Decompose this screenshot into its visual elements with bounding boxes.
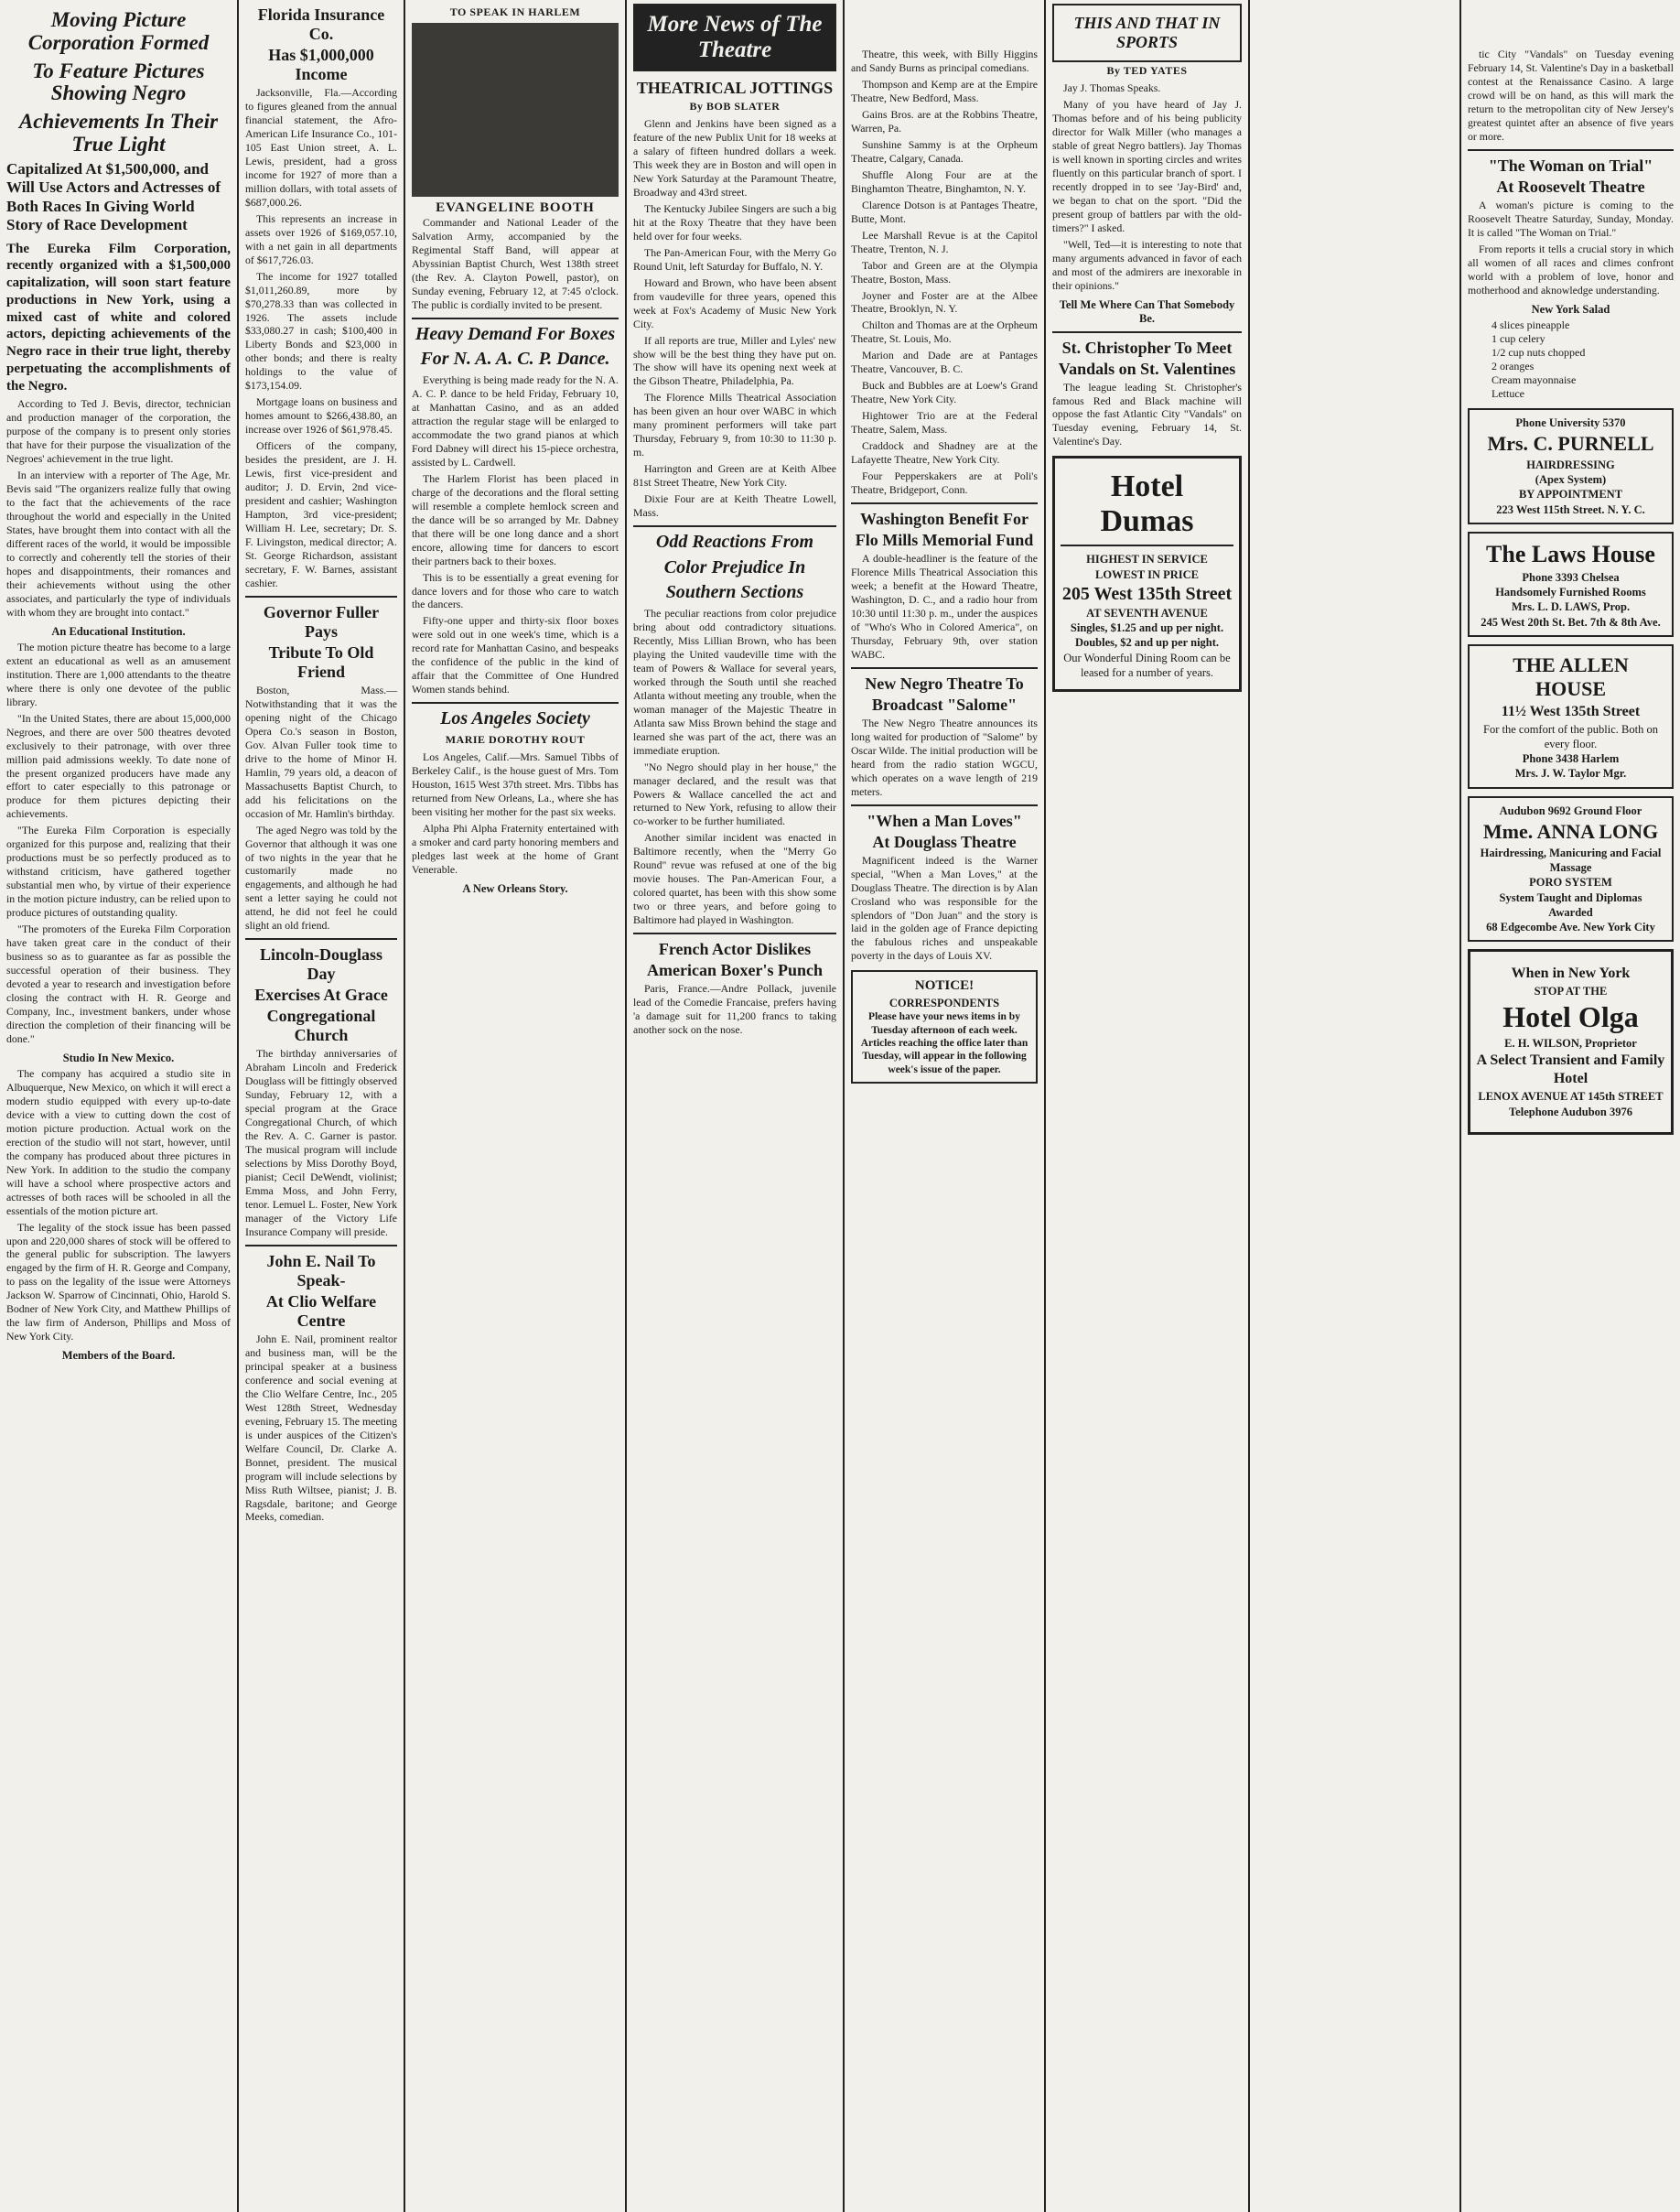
headline: At Roosevelt Theatre [1496, 177, 1645, 196]
article-paragraph: A double-headliner is the feature of the Florence Mills Theatrical Association this week; a benefit at the Howard Theatre, Washington, D. C., and a radio hour from 10:30 until 11:30 p. m., under the auspices of "Who's Who in Colored America", on Thursday, February 9th, over station WABC. [851, 552, 1038, 661]
byline: By BOB SLATER [689, 100, 781, 113]
divider [851, 502, 1038, 504]
ad-phone: Audubon 9692 Ground Floor [1499, 804, 1642, 817]
ad-line: Doubles, $2 and up per night. [1074, 636, 1220, 650]
subhead: An Educational Institution. [51, 624, 186, 638]
headline: Los Angeles Society [440, 708, 590, 729]
article-paragraph: "The promoters of the Eureka Film Corporation have taken great care in the conduct of their business so as to guarantee as far as possible the successful operation of their business. They devoted a year to research and investigation before closing the contract with H. R. George and Company, Inc., investment bankers, under whose direction the completion of their financing will be done." [6, 923, 231, 1045]
headline: At Douglass Theatre [872, 832, 1017, 851]
recipe-item: 2 oranges [1492, 359, 1535, 372]
ad-phone: Telephone Audubon 3976 [1508, 1105, 1632, 1118]
article-paragraph: In an interview with a reporter of The Age, Mr. Bevis said "The organizers realize fully that owing to the fact that the achievements of the race throughout the world and especially in the United States, have brought them into contact with all the different races of the world, it would be impossible to correctly and coherently tell the stories of their hopes and disappointments, their romances and their achievements without using the other associates, and particularly the type of individuals with whom they are brought into contact." [6, 469, 231, 619]
ad-address: 223 West 115th Street. N. Y. C. [1496, 502, 1645, 516]
article-paragraph: tic City "Vandals" on Tuesday evening February 14, St. Valentine's Day in a basketball contest at the Renaissance Casino. A large crowd will be on hand, as this will mark the return to the metropolitan city of New Jersey's greatest quintet after an absence of five years or more. [1468, 48, 1674, 143]
ad-line: Our Wonderful Dining Room can be leased for a number of years. [1063, 651, 1231, 679]
headline: Exercises At Grace [254, 986, 388, 1005]
article-paragraph: According to Ted J. Bevis, director, technician and production manager of the corporation, the purpose of the company is to present only stories that have for their purpose the visualization of the Negroes' achievement in the true light. [6, 397, 231, 466]
article-paragraph: Lee Marshall Revue is at the Capitol Theatre, Trenton, N. J. [851, 228, 1038, 255]
ad-line: Mrs. J. W. Taylor Mgr. [1514, 767, 1627, 781]
article-paragraph: Los Angeles, Calif.—Mrs. Samuel Tibbs of Berkeley Calif., is the house guest of Mrs. Tom Houston, 1615 West 37th street. Mrs. Tibbs has returned from New Orleans, La., where she has been visiting her mother for the past six weeks. [412, 750, 619, 818]
ad-line: LOWEST IN PRICE [1095, 567, 1199, 581]
ad-title: Mme. ANNA LONG [1482, 819, 1659, 843]
headline: Broadcast "Salome" [871, 695, 1018, 714]
ad-line: BY APPOINTMENT [1518, 488, 1623, 502]
divider [245, 596, 397, 598]
headline: Tribute To Old Friend [268, 642, 374, 681]
divider [412, 702, 619, 704]
article-paragraph: Shuffle Along Four are at the Binghamton Theatre, Binghamton, N. Y. [851, 167, 1038, 195]
notice-title: NOTICE! [914, 978, 975, 994]
column-4 [627, 0, 843, 2212]
recipe-item: 4 slices pineapple [1492, 318, 1570, 331]
ad-line: Hairdressing, Manicuring and Facial Massage [1480, 846, 1662, 875]
column-7 [1461, 0, 1680, 2212]
article-paragraph: The Florence Mills Theatrical Association has been given an hour over WABC in which many prominent performers will take part Thursday, February 9, from 10:30 to 11:30 p. m. [633, 391, 836, 459]
article-paragraph: "No Negro should play in her house," the manager declared, and the result was that Powers & Wallace cancelled the act and returned to New York, refusing to allow their co-worker to be further humiliated. [633, 760, 836, 828]
ad-line: Phone 3438 Harlem [1522, 752, 1620, 766]
allen-house-ad [1468, 644, 1674, 789]
ad-line: HAIRDRESSING [1526, 458, 1615, 471]
headline: Color Prejudice In [663, 556, 806, 577]
headline-line-2: To Feature Pictures Showing Negro [32, 59, 205, 105]
column-6 [1046, 0, 1248, 2212]
divider [851, 667, 1038, 669]
ad-line: Handsomely Furnished Rooms [1495, 586, 1646, 599]
lead-paragraph: The Eureka Film Corporation, recently organized with a $1,500,000 capitalization, will soon start feature productions in New York, using a mixed cast of white and colored actors, depicting achievements of the Negro race in their true light, thereby perpetuating the accomplishments of the Negro. [6, 241, 231, 394]
recipe-list [1468, 318, 1674, 401]
divider [412, 318, 619, 319]
ad-line: When in New York [1511, 966, 1631, 982]
byline: By TED YATES [1106, 64, 1188, 77]
portrait-photo [412, 23, 619, 197]
article-paragraph: Dixie Four are at Keith Theatre Lowell, Mass. [633, 492, 836, 520]
headline: Odd Reactions From [655, 532, 814, 553]
divider [1468, 149, 1674, 151]
byline: MARIE DOROTHY ROUT [445, 732, 586, 746]
divider [245, 1245, 397, 1246]
article-paragraph: Boston, Mass.—Notwithstanding that it was the opening night of the Chicago Opera Co.'s season in Boston, Gov. Alvan Fuller took time to drive to the home of Minor H. Hamlin, 79 years old, a deacon of Massachusetts Baptist Church, to add his felicitations on the occasion of Mr. Hamlin's birthday. [245, 683, 397, 820]
headline: "The Woman on Trial" [1488, 156, 1653, 175]
article-paragraph: Many of you have heard of Jay J. Thomas before and of his being publicity director for Walk Miller (who manages a stable of great Negro battlers). Jay Thomas is well known in sporting circles and writes fluently on this particular branch of sport. I recently dropped in to see 'Jay-Bird' and, we began to chat on the sport. "Did the present group of battlers par with the old-timers?" I asked. [1052, 97, 1242, 234]
article-paragraph: Paris, France.—Andre Pollack, juvenile lead of the Comedie Francaise, prefers having 'a damage suit for 11,200 francs to taking another sock on the nose. [633, 982, 836, 1037]
article-paragraph: Joyner and Foster are at the Albee Theatre, Brooklyn, N. Y. [851, 288, 1038, 316]
headline: Southern Sections [665, 582, 804, 603]
article-paragraph: Jacksonville, Fla.—According to figures gleaned from the annual financial statement, the Afro-American Life Insurance Co., 101-105 East Union street, A. L. Lewis, president, had a gross income for 1927 of more than a million dollars, with total assets of $687,000.26. [245, 86, 397, 209]
recipe-item: Cream mayonnaise [1492, 372, 1577, 386]
article-paragraph: Howard and Brown, who have been absent from vaudeville for three years, opened this week at Fox's Academy of Music New York City. [633, 275, 836, 330]
ad-line: HIGHEST IN SERVICE [1086, 553, 1208, 566]
photo-label: TO SPEAK IN HARLEM [449, 5, 581, 18]
subhead: Studio In New Mexico. [62, 1051, 175, 1064]
article-paragraph: Gains Bros. are at the Robbins Theatre, Warren, Pa. [851, 107, 1038, 135]
article-paragraph: Harrington and Green are at Keith Albee 81st Street Theatre, New York City. [633, 462, 836, 490]
divider [633, 933, 836, 934]
headline: French Actor Dislikes [658, 940, 812, 959]
headline: Florida Insurance Co. [257, 5, 385, 43]
article-paragraph: Hightower Trio are at the Federal Theatre, Salem, Mass. [851, 409, 1038, 437]
article-paragraph: The New Negro Theatre announces its long waited for production of "Salome" by Oscar Wilde. The initial production will be heard from the radio station WGCU, which operates on a wave length of 219 meters. [851, 716, 1038, 798]
notice-box [851, 970, 1038, 1084]
column-3 [405, 0, 625, 2212]
article-paragraph: Chilton and Thomas are at the Orpheum Theatre, St. Louis, Mo. [851, 318, 1038, 346]
headline: For N. A. A. C. P. Dance. [420, 349, 610, 370]
divider [851, 804, 1038, 806]
ad-title: Mrs. C. PURNELL [1487, 431, 1654, 455]
ad-phone: Phone University 5370 [1515, 415, 1626, 429]
ad-line: For the comfort of the public. Both on every floor. [1483, 722, 1658, 750]
headline: Heavy Demand For Boxes [415, 323, 616, 344]
headline: Flo Mills Memorial Fund [855, 531, 1034, 550]
article-paragraph: Sunshine Sammy is at the Orpheum Theatre, Calgary, Canada. [851, 137, 1038, 165]
headline: Congregational Church [266, 1007, 376, 1045]
ad-address: 11½ West 135th Street [1501, 703, 1641, 719]
ad-line: Phone 3393 Chelsea [1522, 570, 1620, 584]
recipe-title: New York Salad [1531, 302, 1610, 316]
ad-title: THE ALLEN HOUSE [1513, 653, 1629, 700]
ad-line: System Taught and Diplomas Awarded [1499, 890, 1642, 919]
divider [245, 938, 397, 940]
article-paragraph: Tabor and Green are at the Olympia Theatre, Boston, Mass. [851, 258, 1038, 286]
headline: Washington Benefit For [859, 510, 1028, 529]
theatre-section-banner: More News of The Theatre [633, 4, 836, 71]
ad-line: AT SEVENTH AVENUE [1086, 606, 1208, 620]
article-paragraph: The peculiar reactions from color prejudice bring about odd contradictory situations. Recently, Miss Lillian Brown, who has been playing the United vaudeville time with the team of Powers & Wallace for several years, worked through the South until she reached Atlanta without meeting any trouble, when the woman manager of the Majestic Theatre in Atlanta saw Miss Brown behind the stage and learned she was part of the act, there was an immediate eruption. [633, 606, 836, 757]
article-paragraph: Jay J. Thomas Speaks. [1063, 81, 1161, 94]
column-5 [845, 0, 1044, 2212]
article-paragraph: The birthday anniversaries of Abraham Lincoln and Frederick Douglass will be fittingly observed Sunday, February 12, with a special program at the Grace Congregational Church, of which the Rev. A. C. Garner is pastor. The musical program will include selections by Miss Dorothy Boyd, pianist; Cecil DeWendt, violinist; Emma Moss, and John Ferry, tenor. Lemuel L. Foster, New York manager of the Victory Life Insurance Company will preside. [245, 1047, 397, 1238]
article-paragraph: Magnificent indeed is the Warner special, "When a Man Loves," at the Douglass Theatre. The direction is by Alan Crosland who was responsible for the splendors of "Don Juan" and the story is laid in the golden age of France depicting the fabulous riches and unspeakable poverty in the days of Louis XV. [851, 853, 1038, 963]
ad-line: (Apex System) [1535, 473, 1607, 487]
ad-line: A Select Transient and Family Hotel [1476, 1052, 1665, 1087]
subhead: A New Orleans Story. [462, 881, 568, 895]
ad-line: STOP AT THE [1534, 985, 1608, 998]
ad-line: Singles, $1.25 and up per night. [1070, 621, 1224, 635]
headline: Vandals on St. Valentines [1058, 359, 1236, 378]
headline: Lincoln-Douglass Day [259, 945, 383, 984]
headline: At Clio Welfare Centre [265, 1291, 377, 1330]
notice-subtitle: CORRESPONDENTS [888, 996, 1000, 1009]
ad-address: 245 West 20th St. Bet. 7th & 8th Ave. [1481, 615, 1661, 629]
ad-address: 68 Edgecombe Ave. New York City [1486, 921, 1655, 934]
divider [633, 525, 836, 527]
article-paragraph: John E. Nail, prominent realtor and business man, will be the principal speaker at a business conference and social evening at the Clio Welfare Centre, Inc., 205 West 128th Street, Wednesday evening, February 15. The meeting is under auspices of the Citizen's Welfare Council, Dr. Clarke A. Bonnet, president. The musical program will include selections by Miss Ruth Wiltsee, pianist; J. B. Ragsdale, baritone; and George Meeks, comedian. [245, 1332, 397, 1524]
recipe-item: Lettuce [1492, 386, 1524, 400]
article-paragraph: The legality of the stock issue has been passed upon and 220,000 shares of stock will be offered to the general public for subscription. The lawyers engaged by the firm of H. R. George and Company, to pass on the legality of the issue were Attorneys Jackson W. Sparrow of Cincinnati, Ohio, Harold S. Bodner of New York City, and Matthew Phillips of the law firm of Anderson, Phillips and Moss of New York City. [6, 1220, 231, 1343]
ad-address: 205 West 135th Street [1061, 583, 1233, 604]
article-paragraph: Officers of the company, besides the president, are J. H. Lewis, first vice-president and auditor; J. D. Ervin, 2nd vice-president and cashier; Washington Hampton, 3rd vice-president; William H. Lee, secretary; Dr. S. F. Livingston, medical director; A. St. George Richardson, assistant secretary, F. W. Barnes, assistant cashier. [245, 439, 397, 589]
article-paragraph: Theatre, this week, with Billy Higgins and Sandy Burns as principal comedians. [851, 48, 1038, 74]
article-paragraph: A woman's picture is coming to the Roosevelt Theatre Saturday, Sunday, Monday. It is called "The Woman on Trial." [1468, 198, 1674, 239]
divider [1061, 545, 1233, 546]
sports-section-banner: THIS AND THAT IN SPORTS [1052, 4, 1242, 62]
article-paragraph: Clarence Dotson is at Pantages Theatre, Butte, Mont. [851, 198, 1038, 225]
purnell-hairdressing-ad [1468, 408, 1674, 524]
article-paragraph: The Harlem Florist has been placed in charge of the decorations and the floral setting will resemble a complete hemlock screen and the dance will be so arranged by Mr. Dabney that there will be one long dance and a short encore, allowing time for dancers to escort their partners back to their boxes. [412, 471, 619, 567]
article-paragraph: Fifty-one upper and thirty-six floor boxes were sold out in one week's time, which is a record rate for Manhattan Casino, and bespeaks the confidence of the public in the kind of affair that the Committee of One Hundred Women stands behind. [412, 614, 619, 696]
subhead: Tell Me Where Can That Somebody Be. [1059, 297, 1235, 325]
article-paragraph: Alpha Phi Alpha Fraternity entertained with a smoker and card party honoring members and pledges last week at the home of Grant Venerable. [412, 821, 619, 876]
article-paragraph: Buck and Bubbles are at Loew's Grand Theatre, New York City. [851, 379, 1038, 406]
headline: Has $1,000,000 Income [268, 46, 374, 83]
subhead: Members of the Board. [61, 1349, 176, 1363]
article-paragraph: This is to be essentially a great evening for dance lovers and for those who care to watch the dancers. [412, 570, 619, 611]
article-paragraph: "Well, Ted—it is interesting to note that many arguments advanced in favor of each and most of the admirers are inexorable in their opinions." [1052, 237, 1242, 292]
article-paragraph: "In the United States, there are about 15,000,000 Negroes, and there are over 500 theatres devoted exclusively to their patronage, with over three million paid admissions weekly. To date none of the present organized producers have made any effort to cater especially to this patronage or produce for them pictures depicting their achievements. [6, 711, 231, 821]
column-1 [0, 0, 237, 2212]
article-paragraph: "The Eureka Film Corporation is especially organized for this purpose and, realizing that their productions must be so perfectly produced as to withstand criticism, have gathered together substantial men who, by virtue of their experience in the motion picture industry, can be relied upon to produce pictures of outstanding quality. [6, 824, 231, 920]
article-paragraph: The Kentucky Jubilee Singers are such a big hit at the Roxy Theatre that they have been held over for four weeks. [633, 201, 836, 243]
headline: John E. Nail To Speak- [266, 1251, 376, 1289]
article-paragraph: Another similar incident was enacted in Baltimore recently, when the "Merry Go Round" revue was refused at one of the big movie houses. The Pan-American Four, a colored quartet, has been with this show some two or three years, and before going to Baltimore had played in Washington. [633, 831, 836, 927]
hotel-olga-ad [1468, 949, 1674, 1134]
article-paragraph: The Pan-American Four, with the Merry Go Round Unit, left Saturday for Buffalo, N. Y. [633, 245, 836, 273]
headline: American Boxer's Punch [647, 961, 823, 980]
article-paragraph: Marion and Dade are at Pantages Theatre, Vancouver, B. C. [851, 349, 1038, 376]
headline: New Negro Theatre To [865, 674, 1024, 693]
headline-line-1: Moving Picture Corporation Formed [27, 8, 210, 54]
ad-line: E. H. WILSON, Proprietor [1504, 1037, 1637, 1051]
article-paragraph: If all reports are true, Miller and Lyles' new show will be the best thing they have put on. The show will have its opening next week at the Gibson Theatre, Philadelphia, Pa. [633, 333, 836, 388]
headline: St. Christopher To Meet [1061, 338, 1233, 357]
headline: THEATRICAL JOTTINGS [636, 79, 834, 97]
ad-title: The Laws House [1486, 540, 1655, 567]
article-paragraph: Thompson and Kemp are at the Empire Theatre, New Bedford, Mass. [851, 77, 1038, 104]
article-paragraph: The motion picture theatre has become to a large extent an educational as well as an amusement institution. There are 1,000 attendants to the theatre where there is only one devotee of the public library. [6, 640, 231, 708]
headline-deck: Capitalized At $1,500,000, and Will Use Actors and Actresses of Both Races In Giving World Story of Race Development [6, 159, 221, 234]
article-paragraph: This represents an increase in assets over 1926 of $169,057.10, with a net gain in all departments of $617,726.03. [245, 211, 397, 266]
column-2 [239, 0, 404, 2212]
notice-text: Please have your news items in by Tuesday afternoon of each week. Articles reaching the office later than Tuesday, will appear in the following week's issue of the paper. [860, 1011, 1028, 1075]
ad-line: PORO SYSTEM [1529, 876, 1612, 890]
recipe-item: 1/2 cup nuts chopped [1492, 345, 1586, 359]
article-paragraph: Four Pepperskakers are at Poli's Theatre, Bridgeport, Conn. [851, 469, 1038, 497]
article-paragraph: The aged Negro was told by the Governor that although it was one of two nights in the year that he customarily made no engagements, and although he had sent a letter saying he could not attend, he did not feel he could slight an old friend. [245, 823, 397, 933]
headline-line-3: Achievements In Their True Light [18, 110, 219, 156]
article-paragraph: Everything is being made ready for the N. A. A. C. P. dance to be held Friday, February 10, at Manhattan Casino, and as an added attraction the regular stage will be enlarged to accommodate the two grand pianos at which Ford Dabney will direct his 15-piece orchestra, assisted by L. Cardwell. [412, 372, 619, 469]
column-rule [1248, 0, 1250, 2212]
headline: "When a Man Loves" [867, 811, 1022, 830]
ad-address: LENOX AVENUE AT 145th STREET [1478, 1090, 1664, 1104]
article-paragraph: The company has acquired a studio site in Albuquerque, New Mexico, on which it will erect a modern studio equipped with every up-to-date device with a view to cutting down the cost of motion picture production. Actual work on the erection of the studio will not start, however, until the company has produced about three pictures in New York. In addition to the studio the company will have a school where prospective actors and actresses of both races will be schooled in all the essentials of the motion picture art. [6, 1066, 231, 1217]
article-paragraph: Glenn and Jenkins have been signed as a feature of the new Publix Unit for 18 weeks at a salary of fifteen hundred dollars a week. This week they are in Boston and will open in New York Saturday at the Paramount Theatre, Broadway and 43rd street. [633, 117, 836, 199]
ad-title: Hotel Dumas [1100, 469, 1194, 539]
article-paragraph: The league leading St. Christopher's famous Red and Black machine will oppose the fast Atlantic City "Vandals" on Tuesday evening, February 14, St. Valentine's Day. [1052, 380, 1242, 448]
anna-long-ad [1468, 796, 1674, 943]
recipe-item: 1 cup celery [1492, 331, 1545, 345]
headline: Governor Fuller Pays [263, 602, 380, 641]
photo-subject-name: EVANGELINE BOOTH [436, 200, 595, 215]
ad-title: Hotel Olga [1502, 1000, 1639, 1034]
article-paragraph: Craddock and Shadney are at the Lafayette Theatre, New York City. [851, 439, 1038, 467]
article-paragraph: Mortgage loans on business and homes amount to $266,438.80, an increase over 1926 of $61,978.45. [245, 395, 397, 437]
article-paragraph: From reports it tells a crucial story in which all women of all races and climes confront world with a problem of love, honor and motherhood and aknowledge understanding. [1468, 242, 1674, 297]
article-paragraph: The income for 1927 totalled $1,011,260.89, more by $70,278.33 than was collected in 1926. The assets include $33,080.27 in cash; $100,400 in Liberty Bonds and $23,000 in other bonds; and there is realty holdings to the value of $173,154.09. [245, 269, 397, 393]
hotel-dumas-ad [1052, 456, 1242, 692]
photo-caption: Commander and National Leader of the Salvation Army, accompanied by the Regimental Staff Band, will appear at Abyssinian Baptist Church, West 138th street (the Rev. A. Clayton Powell, pastor), on Sunday evening, February 12, at 7:45 o'clock. The public is cordially invited to be present. [412, 216, 619, 311]
laws-house-ad [1468, 532, 1674, 637]
ad-line: Mrs. L. D. LAWS, Prop. [1511, 600, 1631, 614]
divider [1052, 331, 1242, 333]
